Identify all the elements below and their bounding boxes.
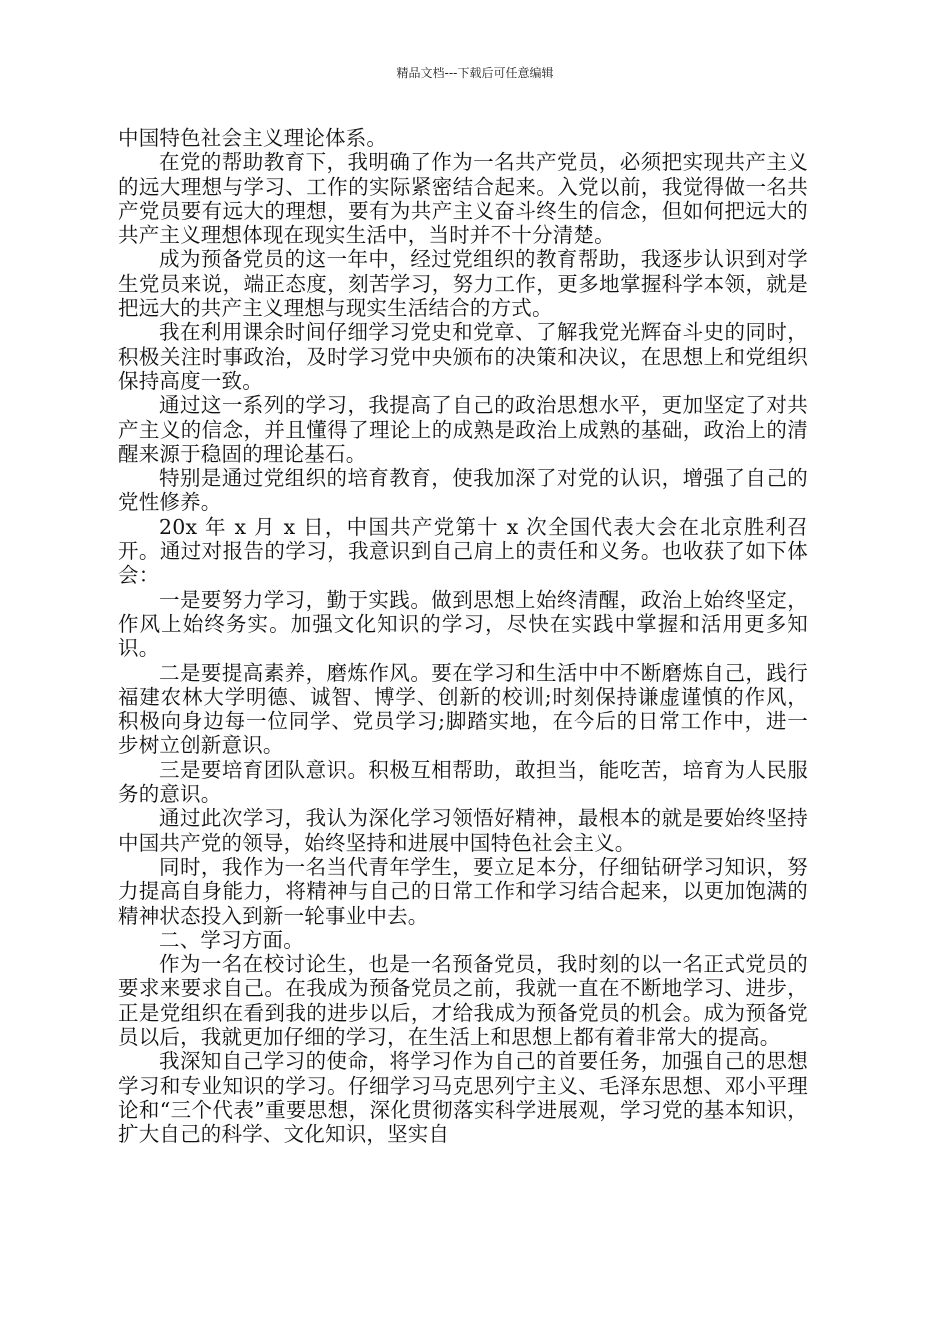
paragraph: 我深知自己学习的使命，将学习作为自己的首要任务，加强自己的思想学习和专业知识的学习。仔细学习马克思列宁主义、毛泽东思想、邓小平理论和“三个代表”重要思想，深化贯彻落实科学进展观，学习党的基本知识，扩大自己的科学、文化知识，坚实自 [118, 1049, 808, 1147]
paragraph: 20x 年 x 月 x 日，中国共产党第十 x 次全国代表大会在北京胜利召开。通过对报告的学习，我意识到自己肩上的责任和义务。也收获了如下体会： [118, 514, 808, 588]
paragraph: 我在利用课余时间仔细学习党史和党章、了解我党光辉奋斗史的同时，积极关注时事政治，及时学习党中央颁布的决策和决议，在思想上和党组织保持高度一致。 [118, 320, 808, 393]
paragraph: 成为预备党员的这一年中，经过党组织的教育帮助，我逐步认识到对学生党员来说，端正态度，刻苦学习，努力工作，更多地掌握科学本领，就是把远大的共产主义理想与现实生活结合的方式。 [118, 247, 808, 321]
paragraph: 在党的帮助教育下，我明确了作为一名共产党员，必须把实现共产主义的远大理想与学习、工作的实际紧密结合起来。入党以前，我觉得做一名共产党员要有远大的理想，要有为共产主义奋斗终生的信念，但如何把远大的共产主义理想体现在现实生活中，当时并不十分清楚。 [118, 150, 808, 248]
paragraph: 一是要努力学习，勤于实践。做到思想上始终清醒，政治上始终坚定，作风上始终务实。加强文化知识的学习，尽快在实践中掌握和活用更多知识。 [118, 587, 808, 661]
paragraph: 三是要培育团队意识。积极互相帮助，敢担当，能吃苦，培育为人民服务的意识。 [118, 757, 808, 807]
paragraph: 作为一名在校讨论生，也是一名预备党员，我时刻的以一名正式党员的要求来要求自己。在我成为预备党员之前，我就一直在不断地学习、进步，正是党组织在看到我的进步以后，才给我成为预备党员的机会。成为预备党员以后，我就更加仔细的学习，在生活上和思想上都有着非常大的提高。 [118, 952, 808, 1049]
paragraph: 二是要提高素养，磨炼作风。要在学习和生活中中不断磨炼自己，践行福建农林大学明德、诚智、博学、创新的校训;时刻保持谦虚谨慎的作风，积极向身边每一位同学、党员学习;脚踏实地，在今后的日常工作中，进一步树立创新意识。 [118, 660, 808, 758]
paragraph: 中国特色社会主义理论体系。 [118, 126, 388, 150]
paragraph: 特别是通过党组织的培育教育，使我加深了对党的认识，增强了自己的党性修养。 [118, 466, 808, 515]
document-body [118, 126, 808, 1146]
paragraph: 同时，我作为一名当代青年学生，要立足本分，仔细钻研学习知识，努力提高自身能力，将精神与自己的日常工作和学习结合起来，以更加饱满的精神状态投入到新一轮事业中去。 [118, 854, 808, 928]
section-heading: 二、学习方面。 [159, 927, 304, 952]
paragraph: 通过这一系列的学习，我提高了自己的政治思想水平，更加坚定了对共产主义的信念，并且懂得了理论上的成熟是政治上成熟的基础，政治上的清醒来源于稳固的理论基石。 [118, 393, 808, 466]
page-header: 精品文档---下载后可任意编辑 [396, 66, 554, 80]
paragraph: 通过此次学习，我认为深化学习领悟好精神，最根本的就是要始终坚持中国共产党的领导，始终坚持和进展中国特色社会主义。 [118, 806, 808, 855]
